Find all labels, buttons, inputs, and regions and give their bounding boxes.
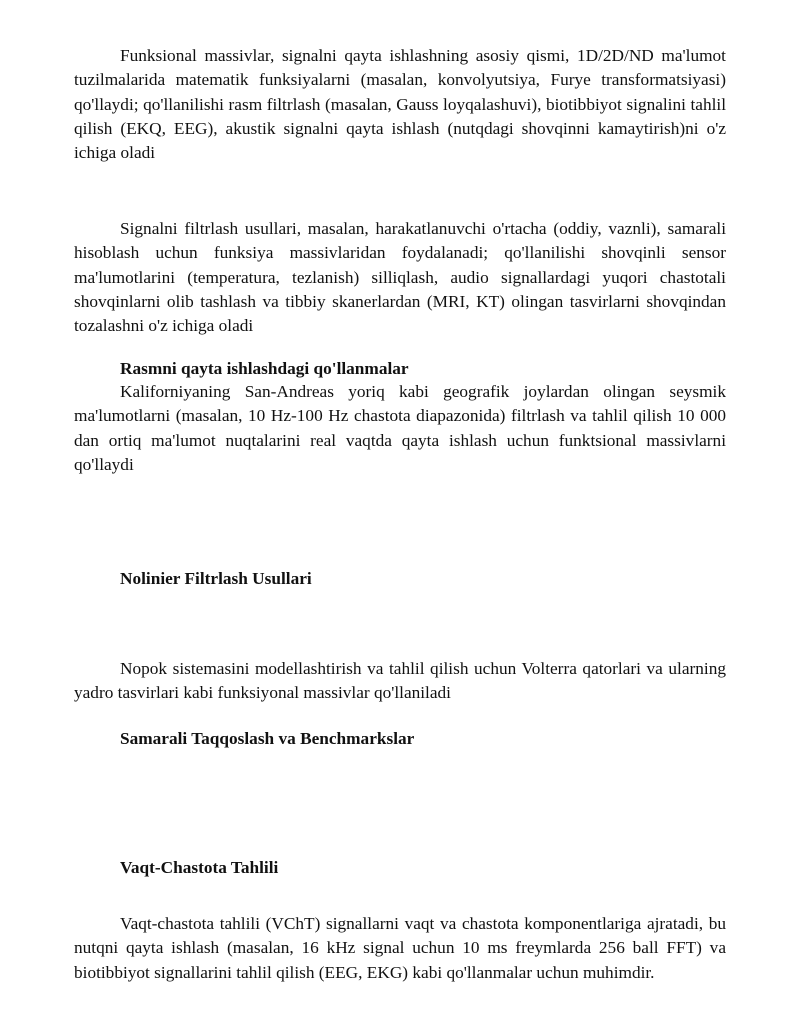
heading-nonlinear-filtering: Nolinier Filtrlash Usullari (120, 569, 312, 588)
paragraph-volterra-series: Nopok sistemasini modellashtirish va tahlil qilish uchun Volterra qatorlari va ularning yadro tasvirlari kabi funksiyonal massivlar qo'llaniladi (74, 659, 726, 703)
heading-image-processing-applications: Rasmni qayta ishlashdagi qo'llanmalar (120, 359, 409, 378)
paragraph-functional-arrays: Funksional massivlar, signalni qayta ishlashning asosiy qismi, 1D/2D/ND ma'lumot tuzilmalarida matematik funksiyalarni (masalan, konvolyutsiya, Furye transformatsiyasi) qo'llaydi; qo'llanilishi rasm filtrlash (masalan, Gauss loyqalashuvi), biotibbiyot signalini tahlil qilish (EKQ, EEG), akustik signalni qayta ishlash (nutqdagi shovqinni kamaytirish)ni o'z ichiga oladi (74, 46, 726, 163)
heading-time-frequency-analysis: Vaqt-Chastota Tahlili (120, 858, 279, 877)
paragraph-signal-filtering: Signalni filtrlash usullari, masalan, harakatlanuvchi o'rtacha (oddiy, vaznli), samarali hisoblash uchun funksiya massivlaridan foydalanadi; qo'llanilishi shovqinli sensor ma'lumotlarini (temperatura, tezlanish) silliqlash, audio signallardagi yuqori chastotali shovqinlarni olib tashlash va tibbiy skanerlardan (MRI, KT) olingan tasvirlarni shovqindan tozalashni o'z ichiga oladi (74, 219, 726, 336)
paragraph-seismic-data: Kaliforniyaning San-Andreas yoriq kabi geografik joylardan olingan seysmik ma'lumotlarni (masalan, 10 Hz-100 Hz chastota diapazonida) filtrlash va tahlil qilish 10 000 dan ortiq ma'lumot nuqtalarini real vaqtda qayta ishlash uchun funktsional massivlarni qo'llaydi (74, 382, 726, 474)
heading-efficient-benchmarks: Samarali Taqqoslash va Benchmarkslar (120, 729, 415, 748)
paragraph-time-frequency: Vaqt-chastota tahlili (VChT) signallarni vaqt va chastota komponentlariga ajratadi, bu nutqni qayta ishlash (masalan, 16 kHz signal uchun 10 ms freymlarda 256 ball FFT) va biotibbiyot signallarini tahlil qilish (EEG, EKG) kabi qo'llanmalar uchun muhimdir. (74, 914, 726, 982)
